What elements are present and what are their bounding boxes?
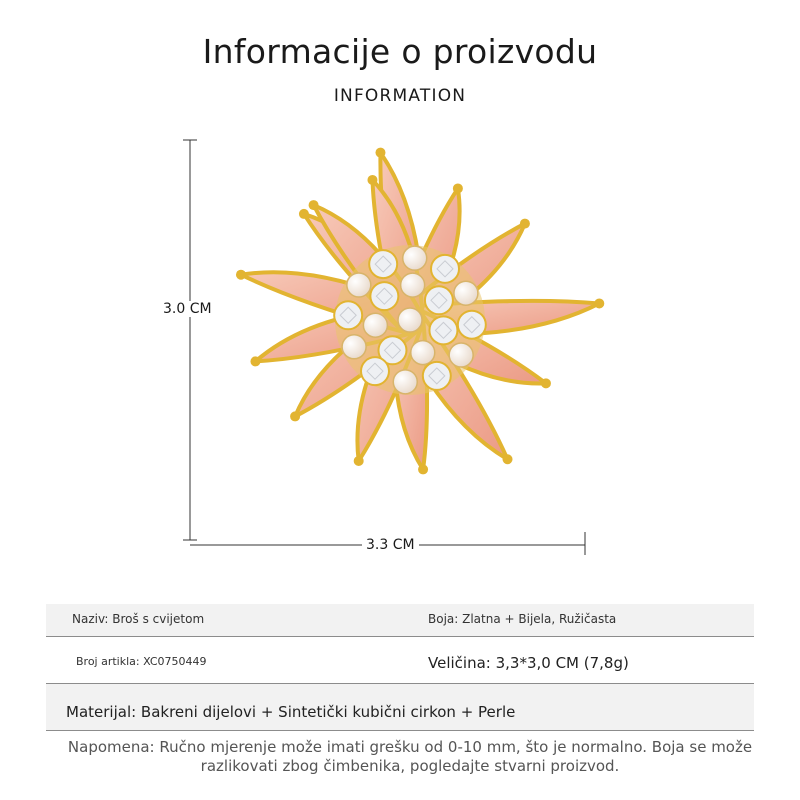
petal-tip — [418, 464, 428, 474]
pearl — [401, 273, 425, 297]
height-label: 3.0 CM — [163, 301, 212, 317]
petal-tip — [299, 209, 309, 219]
petal-tip — [236, 270, 246, 280]
pearl — [411, 341, 435, 365]
petal-tip — [594, 298, 604, 308]
pearl — [454, 281, 478, 305]
petal-tip — [520, 219, 530, 229]
petal-tip — [503, 454, 513, 464]
petal-tip — [453, 183, 463, 193]
pearl — [363, 313, 387, 337]
pearl — [393, 370, 417, 394]
petal-tip — [309, 200, 319, 210]
pearl — [347, 273, 371, 297]
crystal — [361, 357, 389, 385]
spec-row-2 — [46, 637, 754, 684]
pearl — [403, 246, 427, 270]
pearl — [398, 308, 422, 332]
petal-tip — [354, 456, 364, 466]
crystal — [458, 311, 486, 339]
spec-row-1 — [46, 604, 754, 637]
crystal — [334, 301, 362, 329]
petal-tip — [367, 175, 377, 185]
crystal — [370, 282, 398, 310]
page-title: Informacije o proizvodu — [202, 32, 598, 71]
crystal — [423, 362, 451, 390]
crystal — [425, 286, 453, 314]
crystal — [369, 250, 397, 278]
disclaimer-note: Napomena: Ručno mjerenje može imati grešku od 0-10 mm, što je normalno. Boja se može razlikovati zbog čimbenika, pogledajte stvarni proizvod. — [67, 738, 753, 775]
petal-tip — [290, 411, 300, 421]
pearl — [342, 335, 366, 359]
height-dimension-line — [183, 140, 197, 540]
pearl — [449, 343, 473, 367]
spec-article-number: Broj artikla: XC0750449 — [76, 655, 207, 668]
crystal — [429, 316, 457, 344]
petal-tip — [541, 378, 551, 388]
spec-size: Veličina: 3,3*3,0 CM (7,8g) — [428, 654, 629, 672]
spec-color: Boja: Zlatna + Bijela, Ružičasta — [428, 612, 617, 626]
spec-material: Materijal: Bakreni dijelovi + Sintetički kubični cirkon + Perle — [66, 703, 516, 721]
page-subtitle: INFORMATION — [333, 86, 467, 106]
spec-name: Naziv: Broš s cvijetom — [72, 612, 205, 626]
brooch-image — [236, 148, 604, 475]
petal-tip — [375, 148, 385, 158]
crystal — [431, 255, 459, 283]
petal-tip — [250, 356, 260, 366]
width-label: 3.3 CM — [362, 537, 419, 553]
spec-row-3 — [46, 684, 754, 731]
